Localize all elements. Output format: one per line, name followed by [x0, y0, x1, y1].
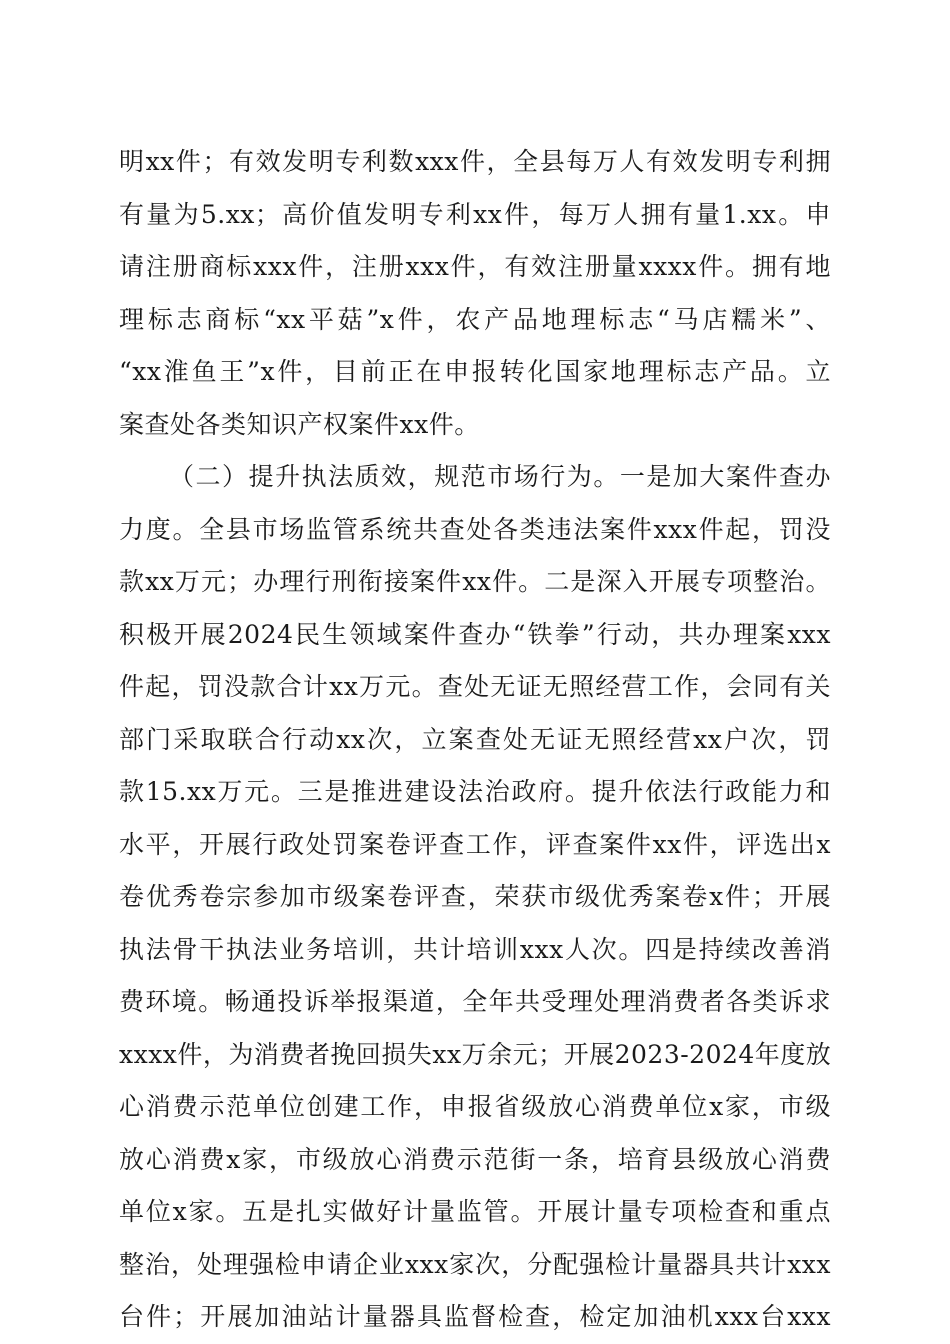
text-line: 放心消费x家，市级放心消费示范街一条，培育县级放心消费 — [119, 1144, 831, 1174]
text-line: 件起，罚没款合计xx万元。查处无证无照经营工作，会同有关 — [119, 672, 831, 701]
text-line: 整治，处理强检申请企业xxx家次，分配强检计量器具共计xxx — [119, 1249, 831, 1279]
text-line: 请注册商标xxx件，注册xxx件，有效注册量xxxx件。拥有地 — [119, 252, 831, 281]
text-line: xxxx件，为消费者挽回损失xx万余元；开展2023-2024年度放 — [119, 1039, 832, 1069]
text-line: 款15.xx万元。三是推进建设法治政府。提升依法行政能力和 — [119, 777, 831, 806]
text-line: 理标志商标“xx平菇”x件，农产品地理标志“马店糯米”、 — [119, 304, 831, 334]
text-line: 有量为5.xx；高价值发明专利xx件，每万人拥有量1.xx。申 — [119, 199, 831, 229]
text-line: 费环境。畅通投诉举报渠道，全年共受理处理消费者各类诉求 — [119, 987, 831, 1016]
text-line: 部门采取联合行动xx次，立案查处无证无照经营xx户次，罚 — [119, 724, 831, 754]
text-line: 案查处各类知识产权案件xx件。 — [119, 409, 480, 439]
text-line: 水平，开展行政处罚案卷评查工作，评查案件xx件，评选出x — [119, 829, 831, 859]
text-line: “xx淮鱼王”x件，目前正在申报转化国家地理标志产品。立 — [119, 357, 831, 386]
document-body — [119, 136, 831, 1344]
text-line: 款xx万元；办理行刑衔接案件xx件。二是深入开展专项整治。 — [119, 567, 831, 596]
text-line: 明xx件；有效发明专利数xxx件，全县每万人有效发明专利拥 — [119, 147, 831, 176]
text-line: 执法骨干执法业务培训，共计培训xxx人次。四是持续改善消 — [119, 934, 831, 964]
section-heading-line: （二）提升执法质效，规范市场行为。一是加大案件查办 — [169, 462, 831, 491]
text-line: 单位x家。五是扎实做好计量监管。开展计量专项检查和重点 — [119, 1197, 831, 1226]
text-line: 力度。全县市场监管系统共查处各类违法案件xxx件起，罚没 — [119, 514, 831, 544]
text-line: 积极开展2024民生领域案件查办“铁拳”行动，共办理案xxx — [119, 619, 831, 649]
text-line: 心消费示范单位创建工作，申报省级放心消费单位x家，市级 — [119, 1092, 831, 1121]
text-line: 台件；开展加油站计量器具监督检查，检定加油机xxx台xxx — [119, 1302, 831, 1331]
text-line: 卷优秀卷宗参加市级案卷评查，荣获市级优秀案卷x件；开展 — [119, 882, 831, 911]
